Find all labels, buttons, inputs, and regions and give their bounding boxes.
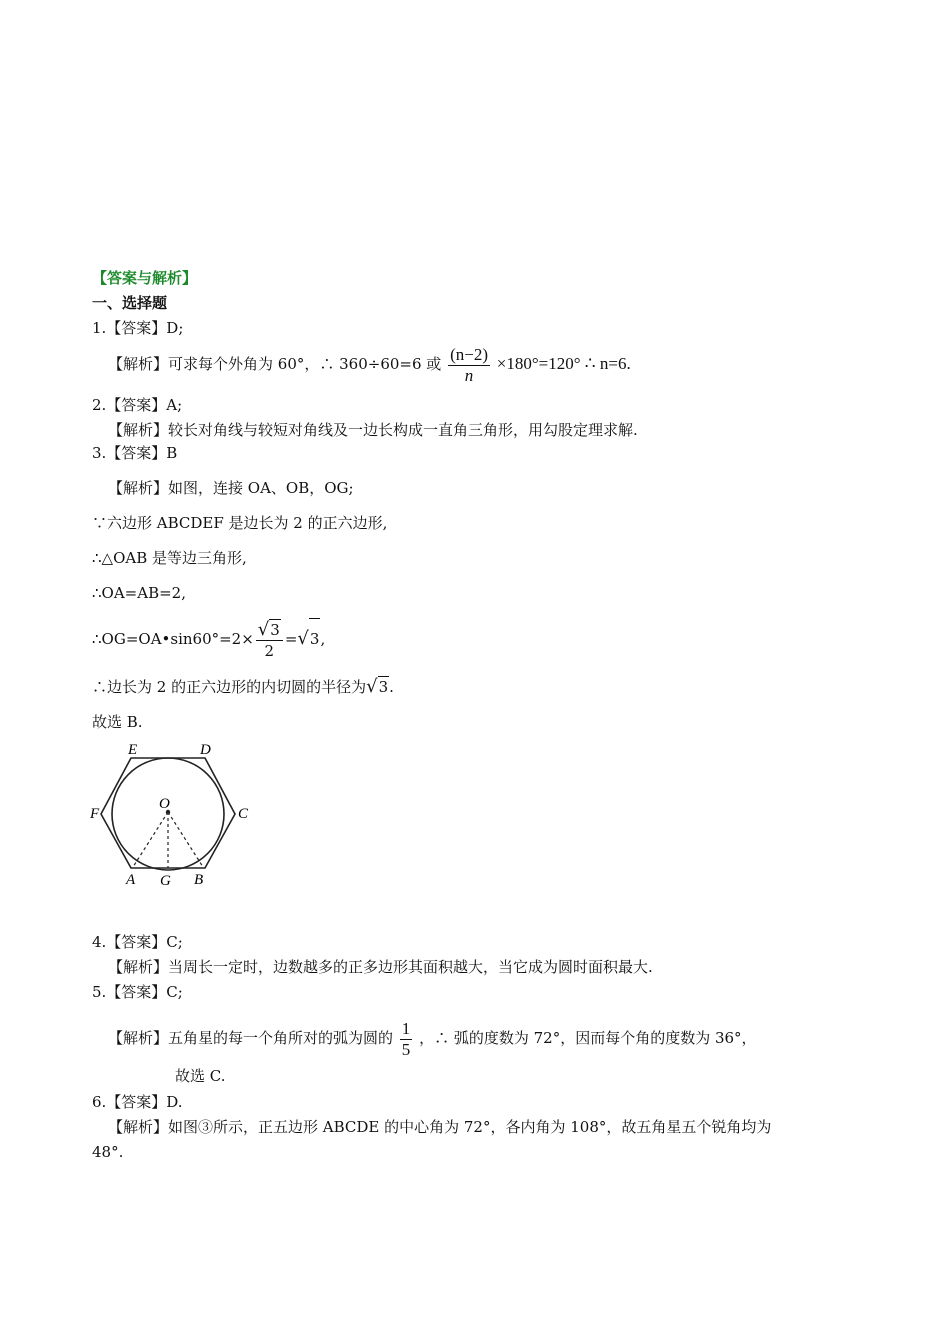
- q5-analysis: [108, 1018, 757, 1060]
- label-f: F: [90, 806, 100, 822]
- q5-frac-den: 5: [401, 1039, 411, 1059]
- subsection-title: 一、选择题: [92, 294, 168, 312]
- q3-line4: [92, 618, 325, 661]
- sqrt-icon: √: [257, 619, 270, 640]
- q3-line4-frac-num-value: 3: [270, 621, 280, 639]
- q1-analysis-text-a: 【解析】可求每个外角为 60°，∴ 360÷60=6 或: [108, 355, 442, 373]
- q3-line4-fraction: [256, 619, 283, 661]
- label-c: C: [238, 806, 249, 822]
- q3-line4-text-a: ∴OG=OA•sin60°=2×: [92, 630, 254, 648]
- q5-fraction: [400, 1019, 413, 1060]
- q3-line5: [92, 676, 394, 697]
- label-e: E: [128, 742, 138, 758]
- q5-frac-num: 1: [401, 1018, 411, 1038]
- q5-answer: 5.【答案】C;: [92, 983, 183, 1001]
- q5-analysis-text-a: 【解析】五角星的每一个角所对的弧为圆的: [108, 1029, 394, 1047]
- label-d: D: [200, 742, 211, 758]
- q3-line5-text-a: ∴边长为 2 的正六边形的内切圆的半径为: [92, 678, 367, 696]
- section-title: 【答案与解析】: [92, 269, 198, 287]
- q3-line4-text-c: 3: [309, 618, 321, 659]
- q6-analysis-a: 【解析】如图③所示，正五边形 ABCDE 的中心角为 72°，各内角为 108°，故五角星五个锐角均为: [108, 1118, 772, 1136]
- q3-line5-text-b: 3: [378, 678, 389, 696]
- sqrt-icon: √: [297, 628, 309, 649]
- q2-answer: 2.【答案】A;: [92, 396, 183, 414]
- q5-analysis-text-b: ，∴ 弧的度数为 72°，因而每个角的度数为 36°，: [419, 1029, 757, 1047]
- q3-line4-frac-den: 2: [264, 642, 275, 660]
- label-a: A: [126, 872, 136, 888]
- label-b: B: [194, 872, 204, 888]
- segment-ob: [168, 812, 203, 867]
- q3-line6: 故选 B.: [92, 713, 143, 731]
- q3-line3: ∴OA=AB=2,: [92, 584, 186, 602]
- q3-line4-text-d: ,: [320, 630, 326, 648]
- q1-frac-num: (n−2): [450, 344, 488, 364]
- q6-answer: 6.【答案】D.: [92, 1093, 183, 1111]
- hexagon-figure: [88, 738, 258, 888]
- q3-line5-text-c: .: [389, 678, 394, 696]
- label-g: G: [160, 873, 171, 888]
- label-o: O: [159, 796, 170, 812]
- q1-fraction: [448, 345, 490, 386]
- sqrt-icon: √: [366, 676, 378, 697]
- q1-analysis: [108, 344, 631, 386]
- q4-analysis: 【解析】当周长一定时，边数越多的正多边形其面积越大，当它成为圆时面积最大.: [108, 958, 653, 976]
- q5-analysis-c: 故选 C.: [175, 1067, 226, 1085]
- q3-analysis: 【解析】如图，连接 OA、OB，OG;: [108, 479, 354, 497]
- q3-line4-text-b: =: [284, 630, 298, 648]
- q3-line4-frac-num: [256, 619, 283, 641]
- q3-line2: ∴△OAB 是等边三角形,: [92, 549, 247, 567]
- segment-oa: [133, 812, 168, 867]
- q1-frac-den: n: [464, 365, 474, 385]
- q1-answer: 1.【答案】D;: [92, 319, 184, 337]
- q6-analysis-b: 48°.: [92, 1143, 124, 1161]
- q3-answer: 3.【答案】B: [92, 444, 178, 462]
- q3-line1: ∵六边形 ABCDEF 是边长为 2 的正六边形,: [92, 514, 388, 532]
- q2-analysis: 【解析】较长对角线与较短对角线及一边长构成一直角三角形，用勾股定理求解.: [108, 421, 638, 439]
- q1-analysis-text-b: ×180°=120° ∴ n=6.: [496, 354, 631, 373]
- q4-answer: 4.【答案】C;: [92, 933, 183, 951]
